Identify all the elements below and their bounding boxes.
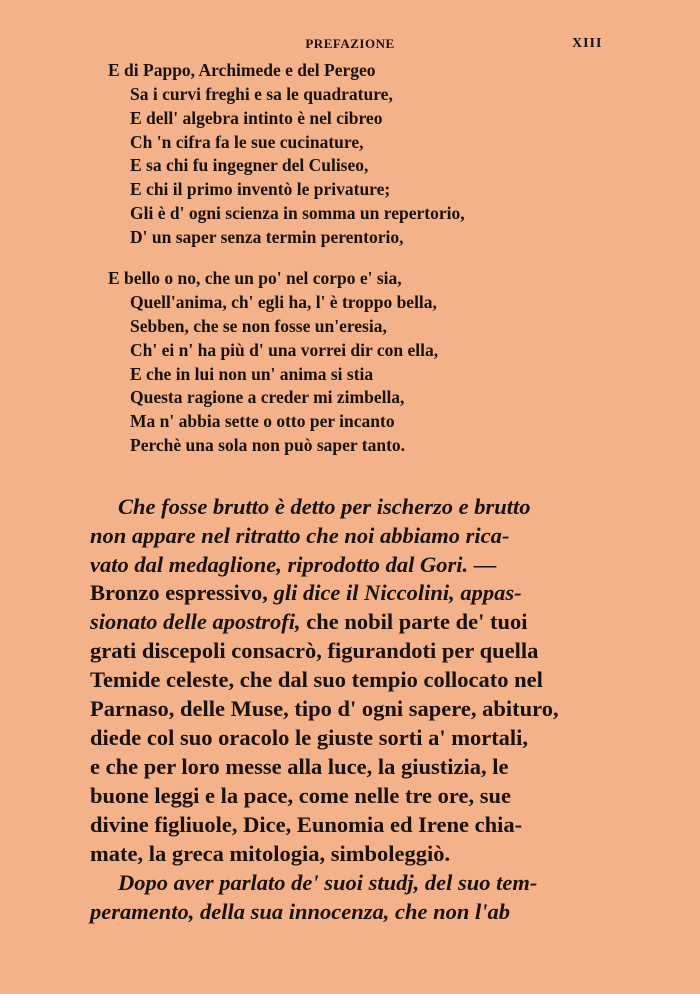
prose-italic-span: sionato delle apostrofi, bbox=[90, 609, 301, 634]
prose-line bbox=[90, 552, 496, 578]
prose-roman-span: che nobil parte de' tuoi bbox=[300, 609, 528, 634]
prose-line: diede col suo oracolo le giuste sorti a' mortali, bbox=[90, 725, 529, 750]
prose-line bbox=[90, 609, 528, 635]
verse-line: Quell'anima, ch' egli ha, l' è troppo bella, bbox=[130, 292, 437, 312]
verse-line: Ch' ei n' ha più d' una vorrei dir con ella, bbox=[130, 340, 439, 360]
verse-line: Questa ragione a creder mi zimbella, bbox=[130, 387, 405, 407]
prose-line: grati discepoli consacrò, figurandoti per quella bbox=[90, 638, 539, 663]
prose-roman-span: Bronzo espressivo, bbox=[90, 580, 274, 605]
prose-line: divine figliuole, Dice, Eunomia ed Irene chia- bbox=[90, 812, 523, 837]
prose-line bbox=[90, 580, 522, 606]
verse-line: E chi il primo inventò le privature; bbox=[130, 179, 391, 199]
prose-line: Parnaso, delle Muse, tipo d' ogni sapere, abituro, bbox=[90, 696, 559, 721]
prose-line: Che fosse brutto è detto per ischerzo e brutto bbox=[118, 494, 531, 519]
prose-line: Dopo aver parlato de' suoi studj, del suo tem- bbox=[118, 870, 538, 895]
verse-line: Sebben, che se non fosse un'eresia, bbox=[130, 316, 387, 336]
prose-line: Temide celeste, che dal suo tempio collocato nel bbox=[90, 667, 543, 692]
prose-line: e che per loro messe alla luce, la giustizia, le bbox=[90, 754, 509, 779]
prose-italic-span: vato dal medaglione, riprodotto dal Gori. bbox=[90, 552, 469, 577]
verse-line: Ch 'n cifra fa le sue cucinature, bbox=[130, 132, 364, 152]
prose-roman-span: — bbox=[468, 552, 497, 577]
prose-line: peramento, della sua innocenza, che non l'ab bbox=[90, 899, 511, 924]
verse-line: E sa chi fu ingegner del Culiseo, bbox=[130, 155, 369, 175]
verse-line: E che in lui non un' anima si stia bbox=[130, 364, 374, 384]
running-header-title: PREFAZIONE bbox=[305, 36, 395, 51]
prose-italic-span: gli dice il Niccolini, appas- bbox=[273, 580, 522, 605]
verse-line: E di Pappo, Archimede e del Pergeo bbox=[108, 60, 376, 80]
verse-line: E bello o no, che un po' nel corpo e' sia, bbox=[108, 268, 402, 288]
verse-line: D' un saper senza termin perentorio, bbox=[130, 227, 404, 247]
verse-line: Perchè una sola non può saper tanto. bbox=[130, 435, 406, 455]
prose-line: buone leggi e la pace, come nelle tre ore, sue bbox=[90, 783, 511, 808]
verse-line: E dell' algebra intinto è nel cibreo bbox=[130, 108, 383, 128]
verse-line: Sa i curvi freghi e sa le quadrature, bbox=[130, 84, 393, 104]
page-number: XIII bbox=[572, 36, 603, 51]
prose-line: non appare nel ritratto che noi abbiamo rica- bbox=[90, 523, 510, 548]
verse-line: Gli è d' ogni scienza in somma un repertorio, bbox=[130, 203, 465, 223]
verse-line: Ma n' abbia sette o otto per incanto bbox=[130, 411, 395, 431]
prose-line: mate, la greca mitologia, simboleggiò. bbox=[90, 841, 451, 866]
